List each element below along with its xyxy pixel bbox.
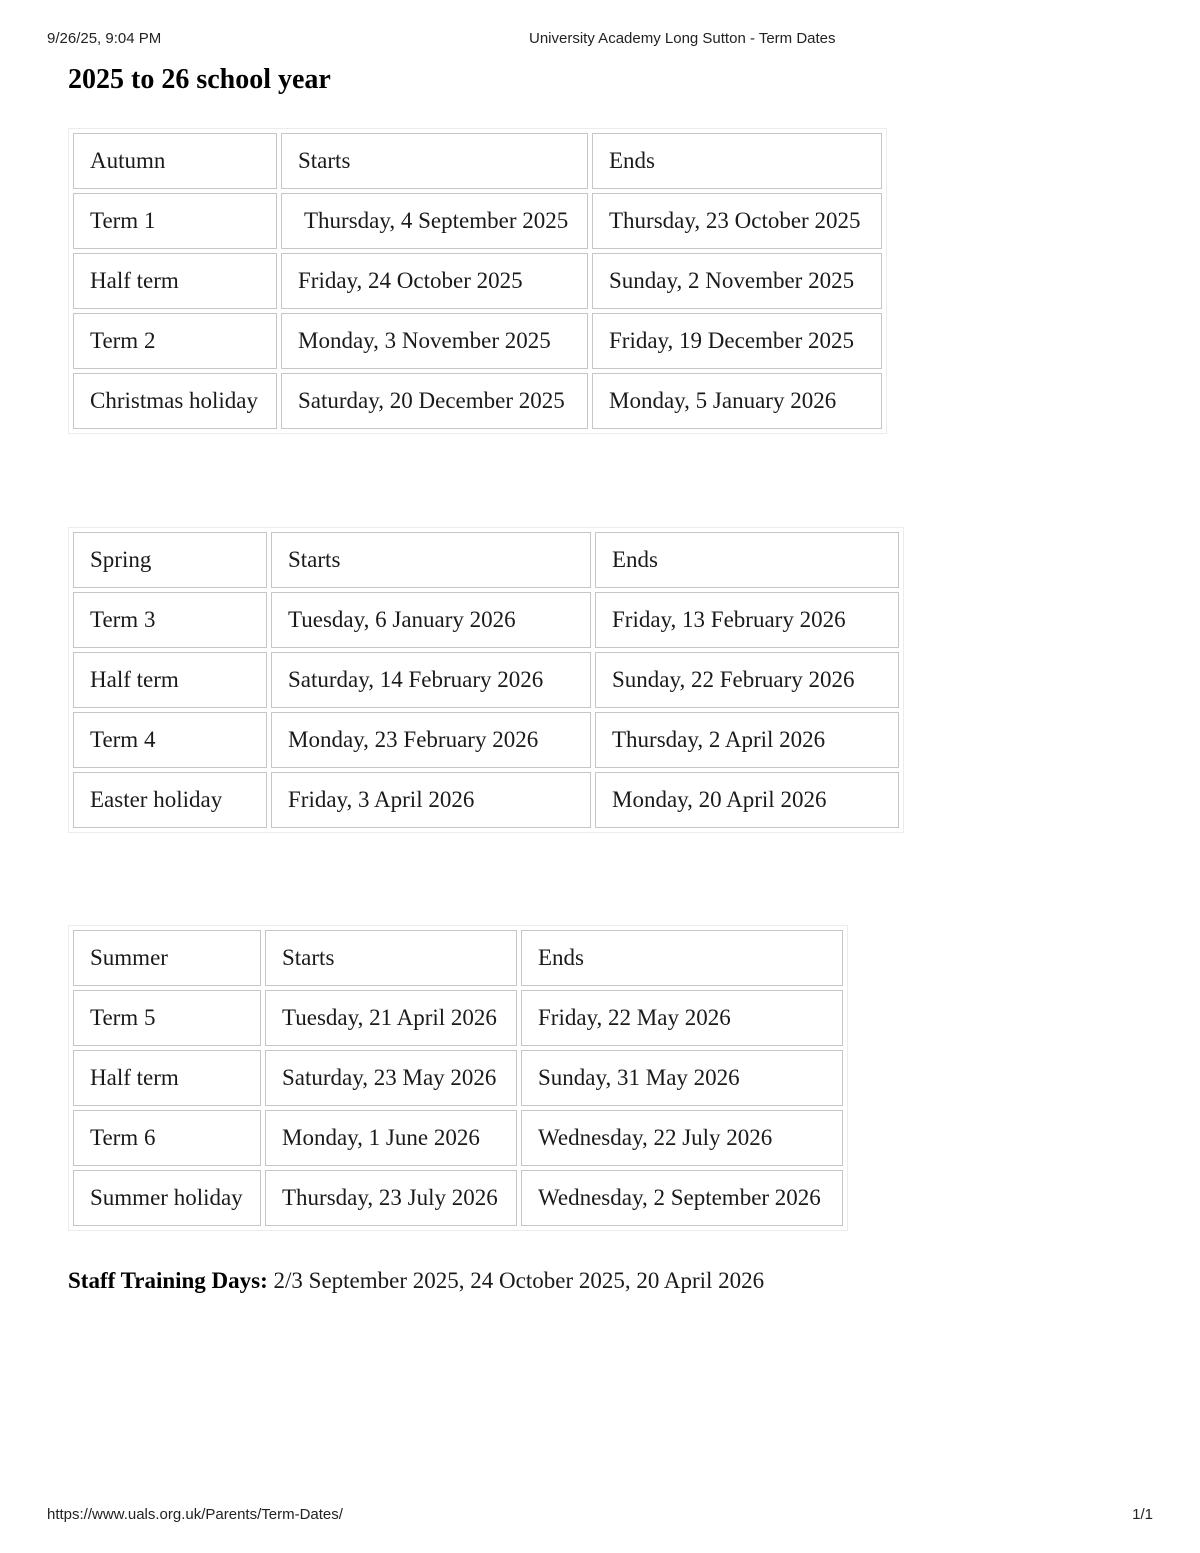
table-row [73,253,882,309]
table-row [73,1170,843,1226]
table-cell: Thursday, 4 September 2025 [281,193,588,249]
table-cell: Ends [595,532,899,588]
table-cell: Sunday, 22 February 2026 [595,652,899,708]
table-cell: Saturday, 23 May 2026 [265,1050,517,1106]
summer-term-table [68,925,848,1231]
autumn-term-table [68,128,887,434]
table-cell: Monday, 5 January 2026 [592,373,882,429]
table-cell: Saturday, 14 February 2026 [271,652,591,708]
table-cell: Friday, 22 May 2026 [521,990,843,1046]
table-row [73,193,882,249]
table-cell: Monday, 3 November 2025 [281,313,588,369]
table-row [73,712,899,768]
table-row [73,592,899,648]
table-header-row [73,930,843,986]
table-cell: Term 4 [73,712,267,768]
table-cell: Thursday, 2 April 2026 [595,712,899,768]
table-cell: Tuesday, 21 April 2026 [265,990,517,1046]
table-row [73,1110,843,1166]
table-row [73,652,899,708]
table-cell: Monday, 20 April 2026 [595,772,899,828]
table-cell: Starts [281,133,588,189]
table-cell: Friday, 24 October 2025 [281,253,588,309]
table-cell: Spring [73,532,267,588]
table-cell: Friday, 19 December 2025 [592,313,882,369]
table-cell: Half term [73,253,277,309]
table-cell: Ends [521,930,843,986]
table-cell: Autumn [73,133,277,189]
table-cell: Easter holiday [73,772,267,828]
table-cell: Monday, 1 June 2026 [265,1110,517,1166]
table-cell: Wednesday, 2 September 2026 [521,1170,843,1226]
staff-training-value: 2/3 September 2025, 24 October 2025, 20 April 2026 [273,1268,765,1293]
table-cell: Term 2 [73,313,277,369]
table-cell: Sunday, 31 May 2026 [521,1050,843,1106]
table-cell: Starts [271,532,591,588]
staff-training-days [68,1268,764,1294]
table-cell: Summer [73,930,261,986]
table-cell: Term 1 [73,193,277,249]
spring-term-table [68,527,904,833]
table-cell: Ends [592,133,882,189]
print-datetime: 9/26/25, 9:04 PM [47,30,162,47]
table-cell: Term 5 [73,990,261,1046]
table-cell: Tuesday, 6 January 2026 [271,592,591,648]
table-cell: Friday, 3 April 2026 [271,772,591,828]
table-cell: Sunday, 2 November 2025 [592,253,882,309]
staff-training-label: Staff Training Days: [68,1268,268,1293]
table-cell: Wednesday, 22 July 2026 [521,1110,843,1166]
table-row [73,373,882,429]
table-cell: Christmas holiday [73,373,277,429]
table-cell: Thursday, 23 October 2025 [592,193,882,249]
table-row [73,990,843,1046]
table-cell: Half term [73,652,267,708]
table-cell: Half term [73,1050,261,1106]
table-cell: Friday, 13 February 2026 [595,592,899,648]
table-row [73,772,899,828]
print-page-title: University Academy Long Sutton - Term Dates [529,30,836,47]
page-title: 2025 to 26 school year [68,64,331,95]
table-cell: Term 3 [73,592,267,648]
table-header-row [73,133,882,189]
table-cell: Monday, 23 February 2026 [271,712,591,768]
table-cell: Starts [265,930,517,986]
table-cell: Summer holiday [73,1170,261,1226]
print-page-url: https://www.uals.org.uk/Parents/Term-Dates/ [47,1506,343,1523]
table-row [73,1050,843,1106]
table-cell: Saturday, 20 December 2025 [281,373,588,429]
print-page-number: 1/1 [1132,1506,1153,1523]
table-row [73,313,882,369]
table-header-row [73,532,899,588]
table-cell: Thursday, 23 July 2026 [265,1170,517,1226]
table-cell: Term 6 [73,1110,261,1166]
